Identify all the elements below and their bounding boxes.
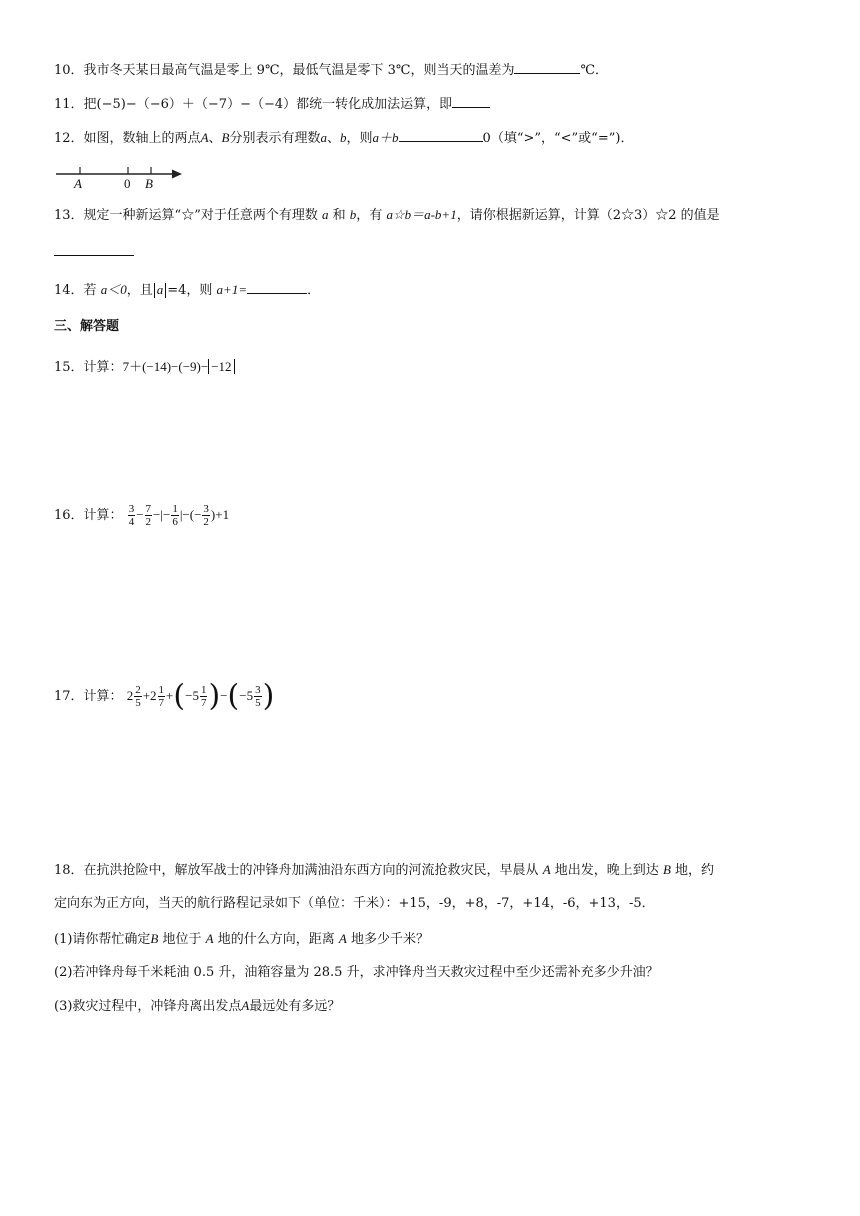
question-number: 14． (54, 283, 84, 298)
question-label: 计算： (83, 689, 123, 704)
question-text: ，请你根据新运算，计算（2☆3）☆2 的值是 (456, 208, 720, 223)
question-text: 地位于 (162, 932, 202, 947)
question-text: ． (307, 283, 321, 298)
question-text: 最远处有多远？ (249, 999, 341, 1014)
question-text: (1)请你帮忙确定 (54, 932, 151, 947)
numerator: 7 (145, 503, 152, 515)
answer-blank[interactable] (452, 94, 490, 108)
question-number: 18． (54, 863, 84, 878)
answer-blank[interactable] (247, 280, 307, 294)
question-text: 若 (83, 283, 97, 298)
fraction (128, 503, 136, 528)
question-number: 17． (54, 689, 84, 704)
question-18-line-2 (54, 895, 655, 913)
absolute-value (154, 283, 167, 298)
expression: a+1= (216, 282, 248, 297)
question-13 (54, 206, 720, 225)
question-18-part-2 (54, 964, 659, 982)
fraction (202, 503, 210, 528)
question-number: 11． (54, 97, 84, 112)
fraction (145, 503, 153, 528)
operator: + (166, 688, 174, 703)
point-a: A (205, 931, 214, 946)
question-text: 在抗洪抢险中，解放军战士的冲锋舟加满油沿东西方向的河流抢救灾民，早晨从 (83, 863, 539, 878)
operator: )+1 (210, 507, 230, 522)
question-text: ℃． (580, 63, 608, 78)
question-number: 12． (54, 131, 84, 146)
question-text: (2)若冲锋舟每千米耗油 0.5 升，油箱容量为 28.5 升，求冲锋舟当天救灾过程中至少还需补充多少升油？ (54, 965, 659, 980)
point-b: B (150, 931, 159, 946)
question-text: 定向东为正方向，当天的航行路程记录如下（单位：千米）：+15，-9，+8，-7，+14，-6，+13，-5． (54, 896, 655, 911)
question-text: ，且 (126, 283, 153, 298)
point-b-label: B (221, 130, 230, 145)
whole-part: 2 (126, 688, 134, 703)
question-12 (54, 128, 633, 148)
operator: −|− (153, 507, 171, 522)
question-text: 地出发，晚上到达 (554, 863, 659, 878)
numerator: 1 (172, 503, 178, 515)
question-10 (54, 60, 608, 80)
question-label: 计算： (83, 360, 123, 375)
denominator: 7 (200, 697, 207, 709)
question-text: 和 (332, 208, 346, 223)
question-text: 如图，数轴上的两点 (83, 131, 201, 146)
denominator: 7 (158, 697, 165, 709)
numerator: 3 (255, 684, 261, 696)
point-a: A (542, 862, 551, 877)
arrow-right-icon (172, 170, 182, 179)
label-zero: 0 (124, 176, 131, 191)
fraction (254, 684, 262, 709)
question-18-line-1 (54, 861, 714, 880)
var-a: a (320, 130, 327, 145)
fraction (158, 684, 166, 709)
denominator: 2 (145, 516, 152, 528)
numerator: 2 (135, 684, 141, 696)
var-a: a (156, 282, 164, 297)
point-a-label: A (200, 130, 209, 145)
numerator: 3 (203, 503, 209, 515)
question-18-part-3 (54, 997, 340, 1016)
denominator: 4 (128, 516, 135, 528)
absolute-value (208, 359, 234, 374)
question-number: 13． (54, 208, 84, 223)
question-text: 分别表示有理数 (229, 131, 321, 146)
question-number: 10． (54, 63, 84, 78)
question-text: 把(−5)−（−6）＋（−7）−（−4）都统一转化成加法运算，即 (83, 97, 453, 112)
fraction (200, 684, 208, 709)
denominator: 5 (135, 697, 141, 709)
paren-right: ) (208, 678, 221, 714)
operator: − (136, 507, 144, 522)
condition: a＜0 (100, 282, 127, 297)
question-text: (3)救灾过程中，冲锋舟离出发点 (54, 999, 242, 1014)
paren-left: ( (227, 678, 240, 714)
question-text: 0（填“>”，“<”或“=”)． (482, 131, 634, 146)
paren-right: ) (262, 678, 275, 714)
answer-blank[interactable] (399, 128, 483, 142)
question-text: =4，则 (167, 283, 213, 298)
label-b: B (145, 176, 153, 191)
question-number: 16． (54, 508, 84, 523)
fraction (171, 503, 179, 528)
denominator: 2 (203, 516, 209, 528)
question-label: 计算： (83, 508, 123, 523)
whole-part: −5 (239, 688, 254, 703)
whole-part: −5 (185, 688, 199, 703)
numerator: 1 (200, 684, 207, 696)
numerator: 3 (128, 503, 135, 515)
point-a: A (338, 931, 347, 946)
point-a: A (241, 998, 250, 1013)
question-11 (54, 94, 490, 114)
point-b: B (662, 862, 671, 877)
question-text: ，有 (356, 208, 383, 223)
var-b: b (340, 130, 347, 145)
answer-blank[interactable] (54, 242, 134, 256)
expression: 7＋(−14)−(−9)− (122, 359, 209, 374)
question-14 (54, 280, 320, 300)
fraction (134, 684, 142, 709)
numerator: 1 (158, 684, 165, 696)
question-15 (54, 358, 235, 377)
question-text: 规定一种新运算“☆”对于任意两个有理数 (83, 208, 318, 223)
var-b: b (349, 207, 357, 222)
question-text: 地多少千米？ (351, 932, 430, 947)
denominator: 5 (255, 697, 261, 709)
number-line-figure (54, 158, 194, 194)
question-number: 15． (54, 360, 84, 375)
separator: 、 (327, 131, 341, 146)
question-text: ，则 (346, 131, 373, 146)
var-a: a (321, 207, 329, 222)
question-text: 我市冬天某日最高气温是零上 9℃，最低气温是零下 3℃，则当天的温差为 (83, 63, 515, 78)
question-16 (54, 498, 229, 532)
question-13-answer-line (54, 242, 134, 262)
answer-blank[interactable] (514, 60, 580, 74)
question-18-part-1 (54, 930, 429, 949)
question-text: 地的什么方向，距离 (217, 932, 335, 947)
operator: |−(− (179, 507, 202, 522)
question-text: 地，约 (675, 863, 715, 878)
paren-left: ( (173, 678, 186, 714)
expression: −12 (211, 359, 232, 374)
section-title: 三、解答题 (54, 319, 120, 334)
question-17 (54, 676, 274, 716)
definition: a☆b＝a-b+1 (386, 207, 457, 222)
separator: 、 (208, 131, 222, 146)
denominator: 6 (172, 516, 178, 528)
expression: a＋b (372, 130, 399, 145)
operator: +2 (142, 688, 157, 703)
label-a: A (74, 176, 82, 191)
operator: − (220, 688, 228, 703)
